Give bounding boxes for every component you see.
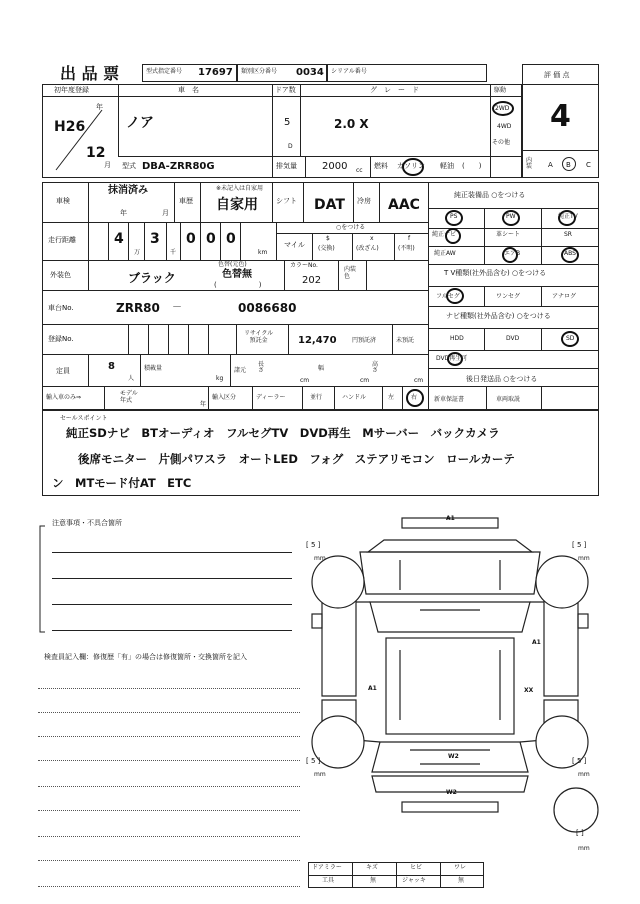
mileage-sen: 千 bbox=[170, 249, 177, 256]
tv-fullseg: フルセグ bbox=[436, 293, 460, 300]
roof bbox=[386, 638, 514, 734]
interior-label: 内装 bbox=[526, 157, 533, 170]
selling-points-line2: 後席モニター 片側パワスラ オートLED フォグ ステアリモコン ロールカーテ bbox=[78, 452, 515, 466]
selling-points-line1: 純正SDナビ BTオーディオ フルセグTV DVD再生 Mサーバー バックカメラ bbox=[66, 426, 500, 440]
fuel-gas: ガソリン bbox=[397, 162, 425, 170]
tire-rear-right-mm: mm bbox=[578, 771, 590, 778]
mileage-digit-1: 4 bbox=[114, 231, 124, 247]
footer-dent: ワレ bbox=[454, 864, 467, 871]
doors-label: ドア数 bbox=[275, 86, 296, 94]
equip-tv: 純正TV bbox=[558, 213, 578, 220]
diag-a1-right: A1 bbox=[532, 639, 541, 646]
color-change-paren: ( ) bbox=[214, 281, 262, 289]
left-front-door bbox=[322, 598, 356, 696]
left-mirror bbox=[312, 614, 322, 628]
later-label: 後日発送品 ○をつける bbox=[466, 375, 538, 383]
tire-rear-right-bracket: [ 5 ] bbox=[572, 757, 587, 765]
right-front-door bbox=[544, 598, 578, 696]
footer-door-mirror: ドアミラー bbox=[312, 864, 342, 871]
handle-left: 左 bbox=[388, 394, 395, 401]
displacement-label: 排気量 bbox=[276, 162, 297, 170]
footer-jack: ジャッキ bbox=[402, 877, 426, 884]
mileage-digit-4: 0 bbox=[206, 231, 216, 247]
dvd-play-circle bbox=[447, 352, 463, 366]
capacity-label: 定員 bbox=[56, 367, 70, 375]
footer-tools-value: 無 bbox=[370, 877, 377, 884]
class-label: 類別区分番号 bbox=[241, 68, 278, 75]
grade-value: 2.0 X bbox=[334, 117, 369, 131]
equip-tv-circle bbox=[558, 210, 576, 226]
shaken-label: 車検 bbox=[56, 197, 70, 205]
rear-bumper bbox=[402, 802, 498, 812]
capacity-value: 8 bbox=[108, 361, 115, 372]
caution-label: 注意事項・不具合箇所 bbox=[52, 519, 122, 527]
equip-aw: 純正AW bbox=[434, 250, 456, 257]
tire-spare-bracket: [ ] bbox=[576, 829, 584, 837]
later-warranty: 新車保証書 bbox=[434, 396, 465, 403]
door-d: D bbox=[288, 143, 293, 150]
tire-front-left-mm: mm bbox=[314, 555, 326, 562]
tire-front-left-bracket: [ 5 ] bbox=[306, 541, 321, 549]
dims-label: 諸元 bbox=[234, 367, 247, 374]
mileage-mile: マイル bbox=[284, 241, 305, 249]
equip-pw: PW bbox=[506, 213, 516, 220]
regno-label: 登録No. bbox=[48, 335, 74, 343]
interior-b: B bbox=[566, 161, 571, 169]
shaken-value: 抹消済み bbox=[108, 185, 148, 196]
navi-sd-circle bbox=[561, 331, 579, 347]
tire-rear-left-mm: mm bbox=[314, 771, 326, 778]
shaken-month: 月 bbox=[162, 209, 169, 217]
navi-type-label: ナビ種類(社外品含む) ○をつける bbox=[446, 312, 551, 320]
colorno-value: 202 bbox=[302, 275, 322, 286]
dims-height-cm: cm bbox=[414, 377, 424, 384]
front-grille bbox=[368, 540, 532, 552]
import-parallel: 並行 bbox=[310, 394, 323, 401]
diag-a1-top: A1 bbox=[446, 515, 455, 522]
reg-era-year: H26 bbox=[54, 119, 86, 135]
tire-front-right-bracket: [ 5 ] bbox=[572, 541, 587, 549]
chassis-dash: － bbox=[172, 302, 182, 313]
genuine-label: 純正装備品 ○をつける bbox=[454, 191, 526, 199]
class-no: 0034 bbox=[296, 67, 324, 78]
import-dealer: ディーラー bbox=[256, 394, 286, 401]
chassis-number: 0086680 bbox=[238, 301, 297, 315]
fuel-label: 燃料 bbox=[374, 162, 388, 170]
chassis-prefix: ZRR80 bbox=[116, 301, 160, 315]
history-note: ※未記入は自家用 bbox=[216, 185, 264, 192]
fuel-light: 軽油 bbox=[440, 162, 454, 170]
equip-pw-circle bbox=[502, 210, 520, 226]
color-label: 外装色 bbox=[50, 271, 71, 279]
displacement-value: 2000 bbox=[322, 161, 348, 172]
interior-c: C bbox=[586, 161, 591, 169]
drive-label: 駆動 bbox=[494, 87, 507, 94]
chassis-label: 車台No. bbox=[48, 304, 74, 312]
tire-front-right-mm: mm bbox=[578, 555, 590, 562]
cc-unit: cc bbox=[356, 167, 363, 174]
mileage-km: km bbox=[258, 249, 268, 256]
equip-navi-circle bbox=[445, 228, 461, 244]
color-value: ブラック bbox=[128, 271, 176, 285]
recycle-deposited: 円預託済 bbox=[352, 337, 377, 344]
later-manual: 車両取説 bbox=[496, 396, 521, 403]
serial-label: シリアル番号 bbox=[331, 68, 367, 75]
drive-4wd: 4WD bbox=[497, 123, 512, 130]
recycle-label: リサイクル 預託金 bbox=[244, 330, 274, 345]
footer-tools: 工具 bbox=[322, 877, 335, 884]
diag-w2-bottom: W2 bbox=[446, 789, 457, 796]
interior-a: A bbox=[548, 161, 553, 169]
navi-sd: SD bbox=[566, 335, 575, 342]
recycle-value: 12,470 bbox=[298, 335, 337, 346]
footer-crack: ヒビ bbox=[410, 864, 423, 871]
tire-rear-left: 5 bbox=[310, 757, 316, 765]
handle-right: 右 bbox=[411, 394, 418, 401]
recycle-not-deposited: 未預託 bbox=[396, 337, 415, 344]
diag-xx: XX bbox=[524, 687, 534, 694]
equip-navi: 純正ナビ bbox=[432, 231, 457, 238]
import-handle: ハンドル bbox=[342, 394, 367, 401]
equip-abs: ABS bbox=[564, 250, 576, 257]
windshield bbox=[370, 602, 530, 632]
drive-2wd-circle bbox=[492, 101, 514, 116]
equip-leather: 革シート bbox=[496, 231, 521, 238]
interior-color-label: 内装 色 bbox=[344, 266, 357, 281]
reg-slash bbox=[52, 103, 112, 174]
drive-2wd: 2WD bbox=[495, 105, 510, 112]
dims-width: 幅 bbox=[318, 365, 325, 372]
equip-sr: SR bbox=[564, 231, 572, 238]
interior-b-circle bbox=[562, 157, 576, 171]
mileage-digit-2: 3 bbox=[150, 231, 160, 247]
history-value: 自家用 bbox=[216, 197, 258, 213]
ac-value: AAC bbox=[388, 197, 420, 213]
navi-dvd: DVD bbox=[506, 335, 520, 342]
color-change-value: 色替無 bbox=[222, 269, 252, 280]
selling-points-line3: ン MTモード付AT ETC bbox=[52, 476, 192, 490]
mileage-label: 走行距離 bbox=[48, 236, 76, 244]
rating-label: 評 価 点 bbox=[544, 71, 570, 79]
tire-rear-left-bracket: [ 5 ] bbox=[306, 757, 321, 765]
tv-type-label: T V種類(社外品含む) ○をつける bbox=[444, 269, 547, 277]
handle-right-circle bbox=[406, 389, 424, 407]
load-label: 積載量 bbox=[144, 365, 163, 372]
mileage-exchange: (交換) bbox=[318, 245, 335, 252]
footer-scratch: キズ bbox=[366, 864, 378, 871]
mileage-digit-3: 0 bbox=[186, 231, 196, 247]
wheel-front-left bbox=[312, 556, 364, 608]
equip-airbag-circle bbox=[502, 247, 521, 263]
form-title: 出 品 票 bbox=[60, 64, 120, 83]
reg-month: 12 bbox=[86, 145, 106, 161]
load-kg: kg bbox=[216, 375, 224, 382]
diag-w2-mid: W2 bbox=[448, 753, 459, 760]
type-value: DBA-ZRR80G bbox=[142, 161, 215, 172]
car-name: ノア bbox=[126, 115, 154, 131]
footer-jack-value: 無 bbox=[458, 877, 465, 884]
tv-fullseg-circle bbox=[446, 288, 464, 304]
model-cert-no: 17697 bbox=[198, 67, 233, 78]
colorno-label: カラーNo. bbox=[290, 262, 318, 269]
mileage-dollar: $ bbox=[326, 235, 330, 242]
mileage-unknown: (不明) bbox=[398, 245, 415, 252]
type-label: 型式 bbox=[122, 162, 136, 170]
mileage-x: x bbox=[370, 235, 374, 242]
import-year: 年 bbox=[200, 401, 207, 408]
tire-spare-mm: mm bbox=[578, 845, 590, 852]
hood bbox=[360, 552, 540, 594]
car-diagram bbox=[300, 510, 600, 860]
car-name-label: 車 名 bbox=[178, 86, 199, 94]
dvd-play: DVD再生可 bbox=[436, 355, 468, 362]
rating-value: 4 bbox=[550, 99, 571, 134]
navi-hdd: HDD bbox=[450, 335, 464, 342]
mileage-man: 万 bbox=[134, 249, 141, 256]
shift-value: DAT bbox=[314, 197, 345, 213]
color-change-label: 色替(元色) bbox=[218, 261, 247, 268]
caution-bracket bbox=[38, 524, 46, 634]
model-cert-label: 型式指定番号 bbox=[146, 68, 183, 75]
wheel-front-right bbox=[536, 556, 588, 608]
tv-oneseg: ワンセグ bbox=[496, 293, 521, 300]
import-class: 輸入区分 bbox=[212, 394, 237, 401]
diag-a1-left: A1 bbox=[368, 685, 377, 692]
fuel-paren: ( ) bbox=[462, 162, 482, 170]
year-unit: 年 bbox=[96, 103, 103, 111]
dims-length-cm: cm bbox=[300, 377, 310, 384]
mileage-modify: (改ざん) bbox=[356, 245, 379, 252]
mileage-digit-5: 0 bbox=[226, 231, 236, 247]
month-unit: 月 bbox=[104, 161, 111, 169]
capacity-unit: 人 bbox=[128, 375, 135, 382]
dims-width-cm: cm bbox=[360, 377, 370, 384]
dims-height: 高さ bbox=[372, 361, 379, 374]
equip-ps-circle bbox=[445, 210, 463, 226]
equip-airbag: エアB bbox=[504, 250, 521, 257]
fuel-gas-circle bbox=[402, 158, 424, 176]
ac-label: 冷房 bbox=[357, 197, 371, 205]
wheel-spare bbox=[554, 788, 598, 832]
drive-other: その他 bbox=[492, 139, 511, 146]
right-mirror bbox=[578, 614, 588, 628]
history-label: 車歴 bbox=[179, 197, 193, 205]
shaken-year: 年 bbox=[120, 209, 127, 217]
mileage-f: f bbox=[408, 235, 411, 242]
equip-abs-circle bbox=[561, 247, 579, 263]
tv-analog: アナログ bbox=[552, 293, 577, 300]
equip-ps: PS bbox=[450, 213, 458, 220]
inspector-label: 検査員記入欄：修復歴「有」の場合は修復箇所・交換箇所を記入 bbox=[44, 653, 247, 661]
dims-length: 長さ bbox=[258, 361, 265, 374]
mileage-circle-note: ○をつける bbox=[336, 224, 366, 231]
selling-points-label: セールスポイント bbox=[60, 415, 108, 422]
doors-value: 5 bbox=[284, 117, 291, 128]
import-model-year: モデル 年式 bbox=[120, 390, 138, 405]
grade-label: グ レ ー ド bbox=[370, 86, 419, 94]
shift-label: シフト bbox=[276, 197, 297, 205]
import-label: 輸入車のみ⇒ bbox=[46, 394, 82, 401]
tire-rear-right: 5 bbox=[576, 757, 582, 765]
first-reg-label: 初年度登録 bbox=[54, 86, 89, 94]
tire-front-left: 5 bbox=[310, 541, 316, 549]
tire-front-right: 5 bbox=[576, 541, 582, 549]
